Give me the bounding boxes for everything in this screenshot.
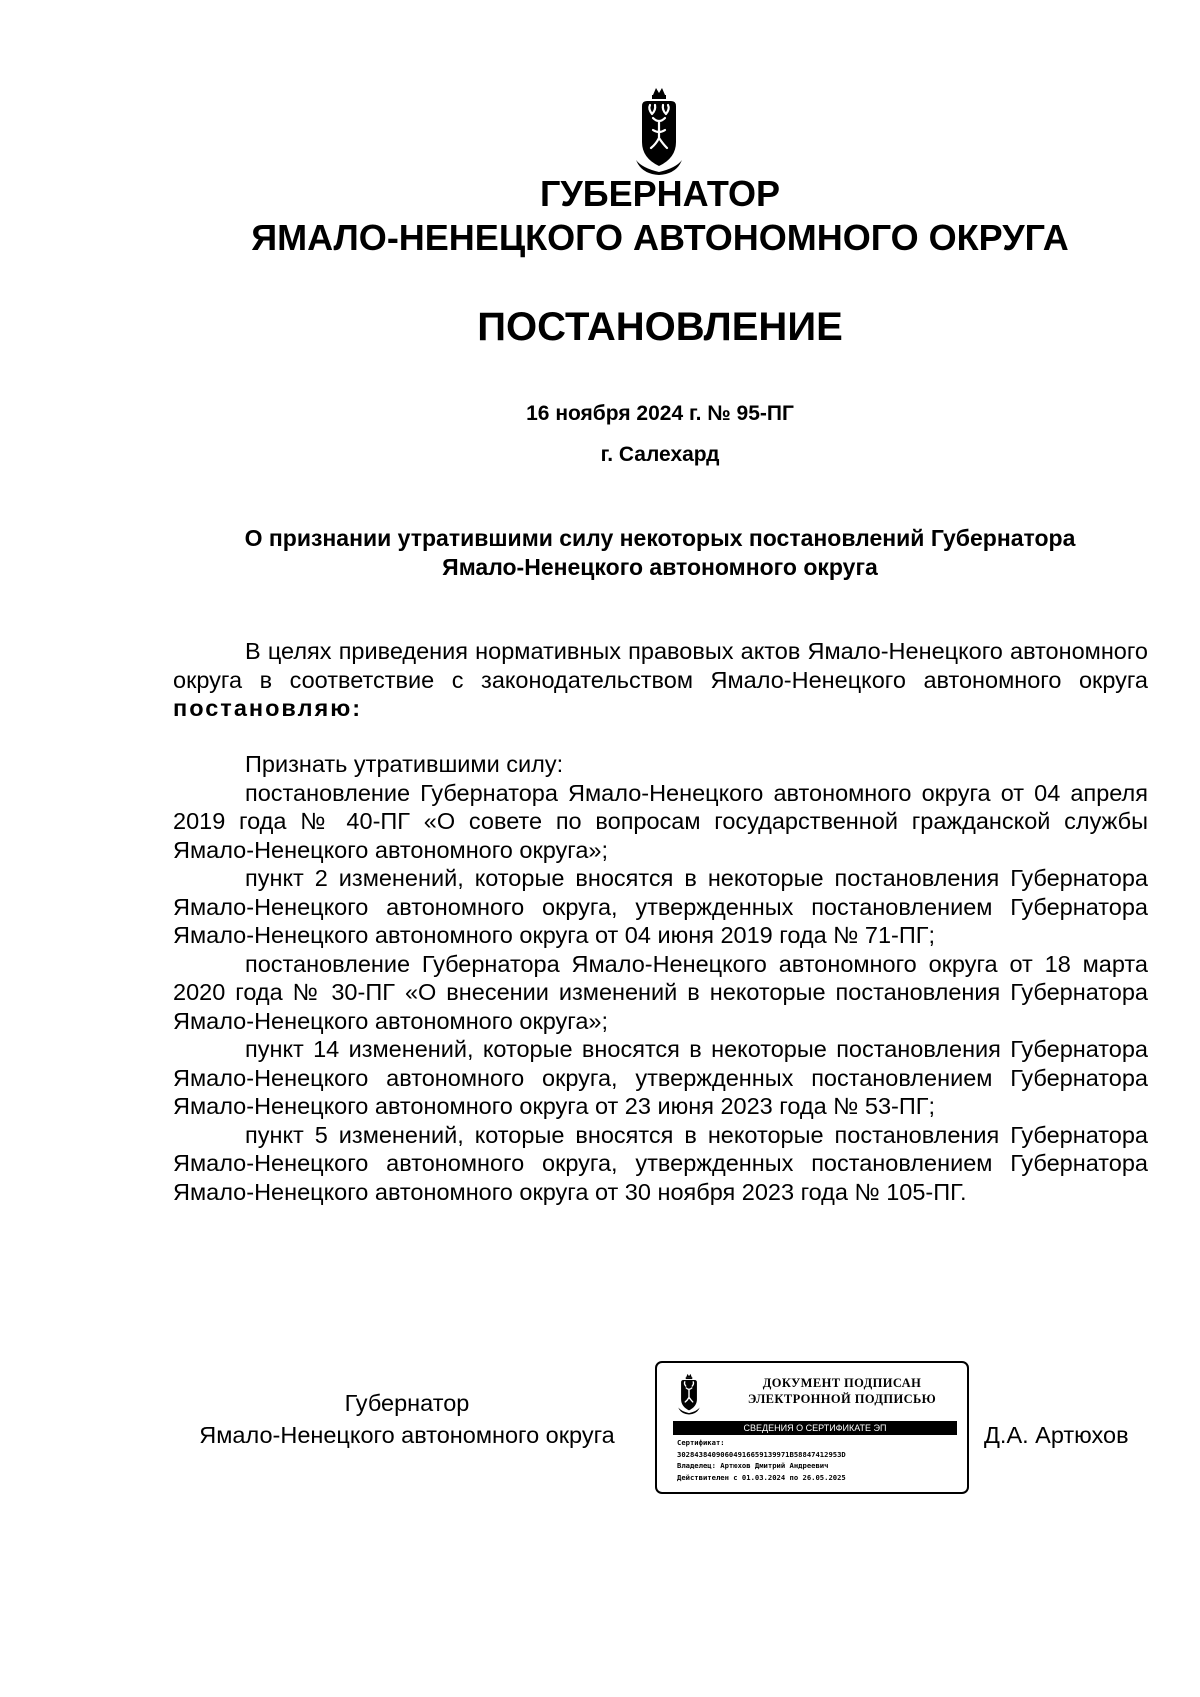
subject-line-2: Ямало-Ненецкого автономного округа	[442, 554, 878, 580]
stamp-certificate-bar: СВЕДЕНИЯ О СЕРТИФИКАТЕ ЭП	[673, 1421, 957, 1435]
stamp-title-line-2: ЭЛЕКТРОННОЙ ПОДПИСЬЮ	[747, 1392, 937, 1406]
stamp-validity: Действителен с 01.03.2024 по 26.05.2025	[677, 1472, 846, 1482]
decree-item: пункт 5 изменений, которые вносятся в некоторые постановления Губернатора Ямало-Ненецкого автономного округа, утвержденных постановлением Губернатора Ямало-Ненецкого автономного округа от 30 ноября 2023 года № 105-ПГ.	[173, 1121, 1148, 1205]
stamp-cert-number: 30284384090604916659139971B58847412953D	[677, 1449, 846, 1459]
decree-item: постановление Губернатора Ямало-Ненецкого автономного округа от 04 апреля 2019 года № 40-ПГ «О совете по вопросам государственной гражданской службы Ямало-Ненецкого автономного округа»;	[173, 779, 1148, 863]
date-and-number: 16 ноября 2024 г. № 95-ПГ	[526, 402, 794, 425]
stamp-cert-label: Сертификат:	[677, 1438, 725, 1447]
stamp-title-line-1: ДОКУМЕНТ ПОДПИСАН	[762, 1376, 922, 1390]
preamble-paragraph	[173, 637, 1148, 723]
authority-region: ЯМАЛО-НЕНЕЦКОГО АВТОНОМНОГО ОКРУГА	[251, 217, 1069, 258]
stamp-coat-of-arms-icon	[677, 1373, 701, 1415]
signatory-region: Ямало-Ненецкого автономного округа	[199, 1422, 615, 1448]
signatory-position	[172, 1387, 642, 1451]
electronic-signature-stamp	[655, 1361, 969, 1494]
decree-lead: Признать утратившими силу:	[245, 751, 564, 777]
decree-keyword: постановляю:	[173, 695, 363, 721]
document-subject	[160, 524, 1160, 582]
signatory-title: Губернатор	[344, 1390, 470, 1416]
authority-title: ГУБЕРНАТОР	[539, 173, 780, 214]
document-type-title: ПОСТАНОВЛЕНИЕ	[477, 305, 843, 349]
preamble	[173, 637, 1148, 723]
signatory-name: Д.А. Артюхов	[984, 1422, 1129, 1448]
decree-item: пункт 14 изменений, которые вносятся в некоторые постановления Губернатора Ямало-Ненецкого автономного округа, утвержденных постановлением Губернатора Ямало-Ненецкого автономного округа от 23 июня 2023 года № 53-ПГ;	[173, 1036, 1148, 1119]
decree-item: постановление Губернатора Ямало-Ненецкого автономного округа от 18 марта 2020 года № 30-ПГ «О внесении изменений в некоторые постановления Губернатора Ямало-Ненецкого автономного округа»;	[173, 950, 1148, 1034]
stamp-owner: Владелец: Артюхов Дмитрий Андреевич	[677, 1461, 829, 1470]
coat-of-arms-icon	[634, 86, 684, 176]
decree-item: пункт 2 изменений, которые вносятся в некоторые постановления Губернатора Ямало-Ненецкого автономного округа, утвержденных постановлением Губернатора Ямало-Ненецкого автономного округа от 04 июня 2019 года № 71-ПГ;	[173, 865, 1148, 948]
city: г. Салехард	[600, 443, 720, 466]
preamble-text: В целях приведения нормативных правовых актов Ямало-Ненецкого автономного округа в соответствие с законодательством Ямало-Ненецкого автономного округа	[173, 638, 1148, 693]
subject-line-1: О признании утратившими силу некоторых постановлений Губернатора	[244, 525, 1076, 551]
stamp-certificate-info	[677, 1437, 846, 1483]
decree-body	[173, 750, 1148, 1206]
stamp-heading	[727, 1375, 957, 1407]
